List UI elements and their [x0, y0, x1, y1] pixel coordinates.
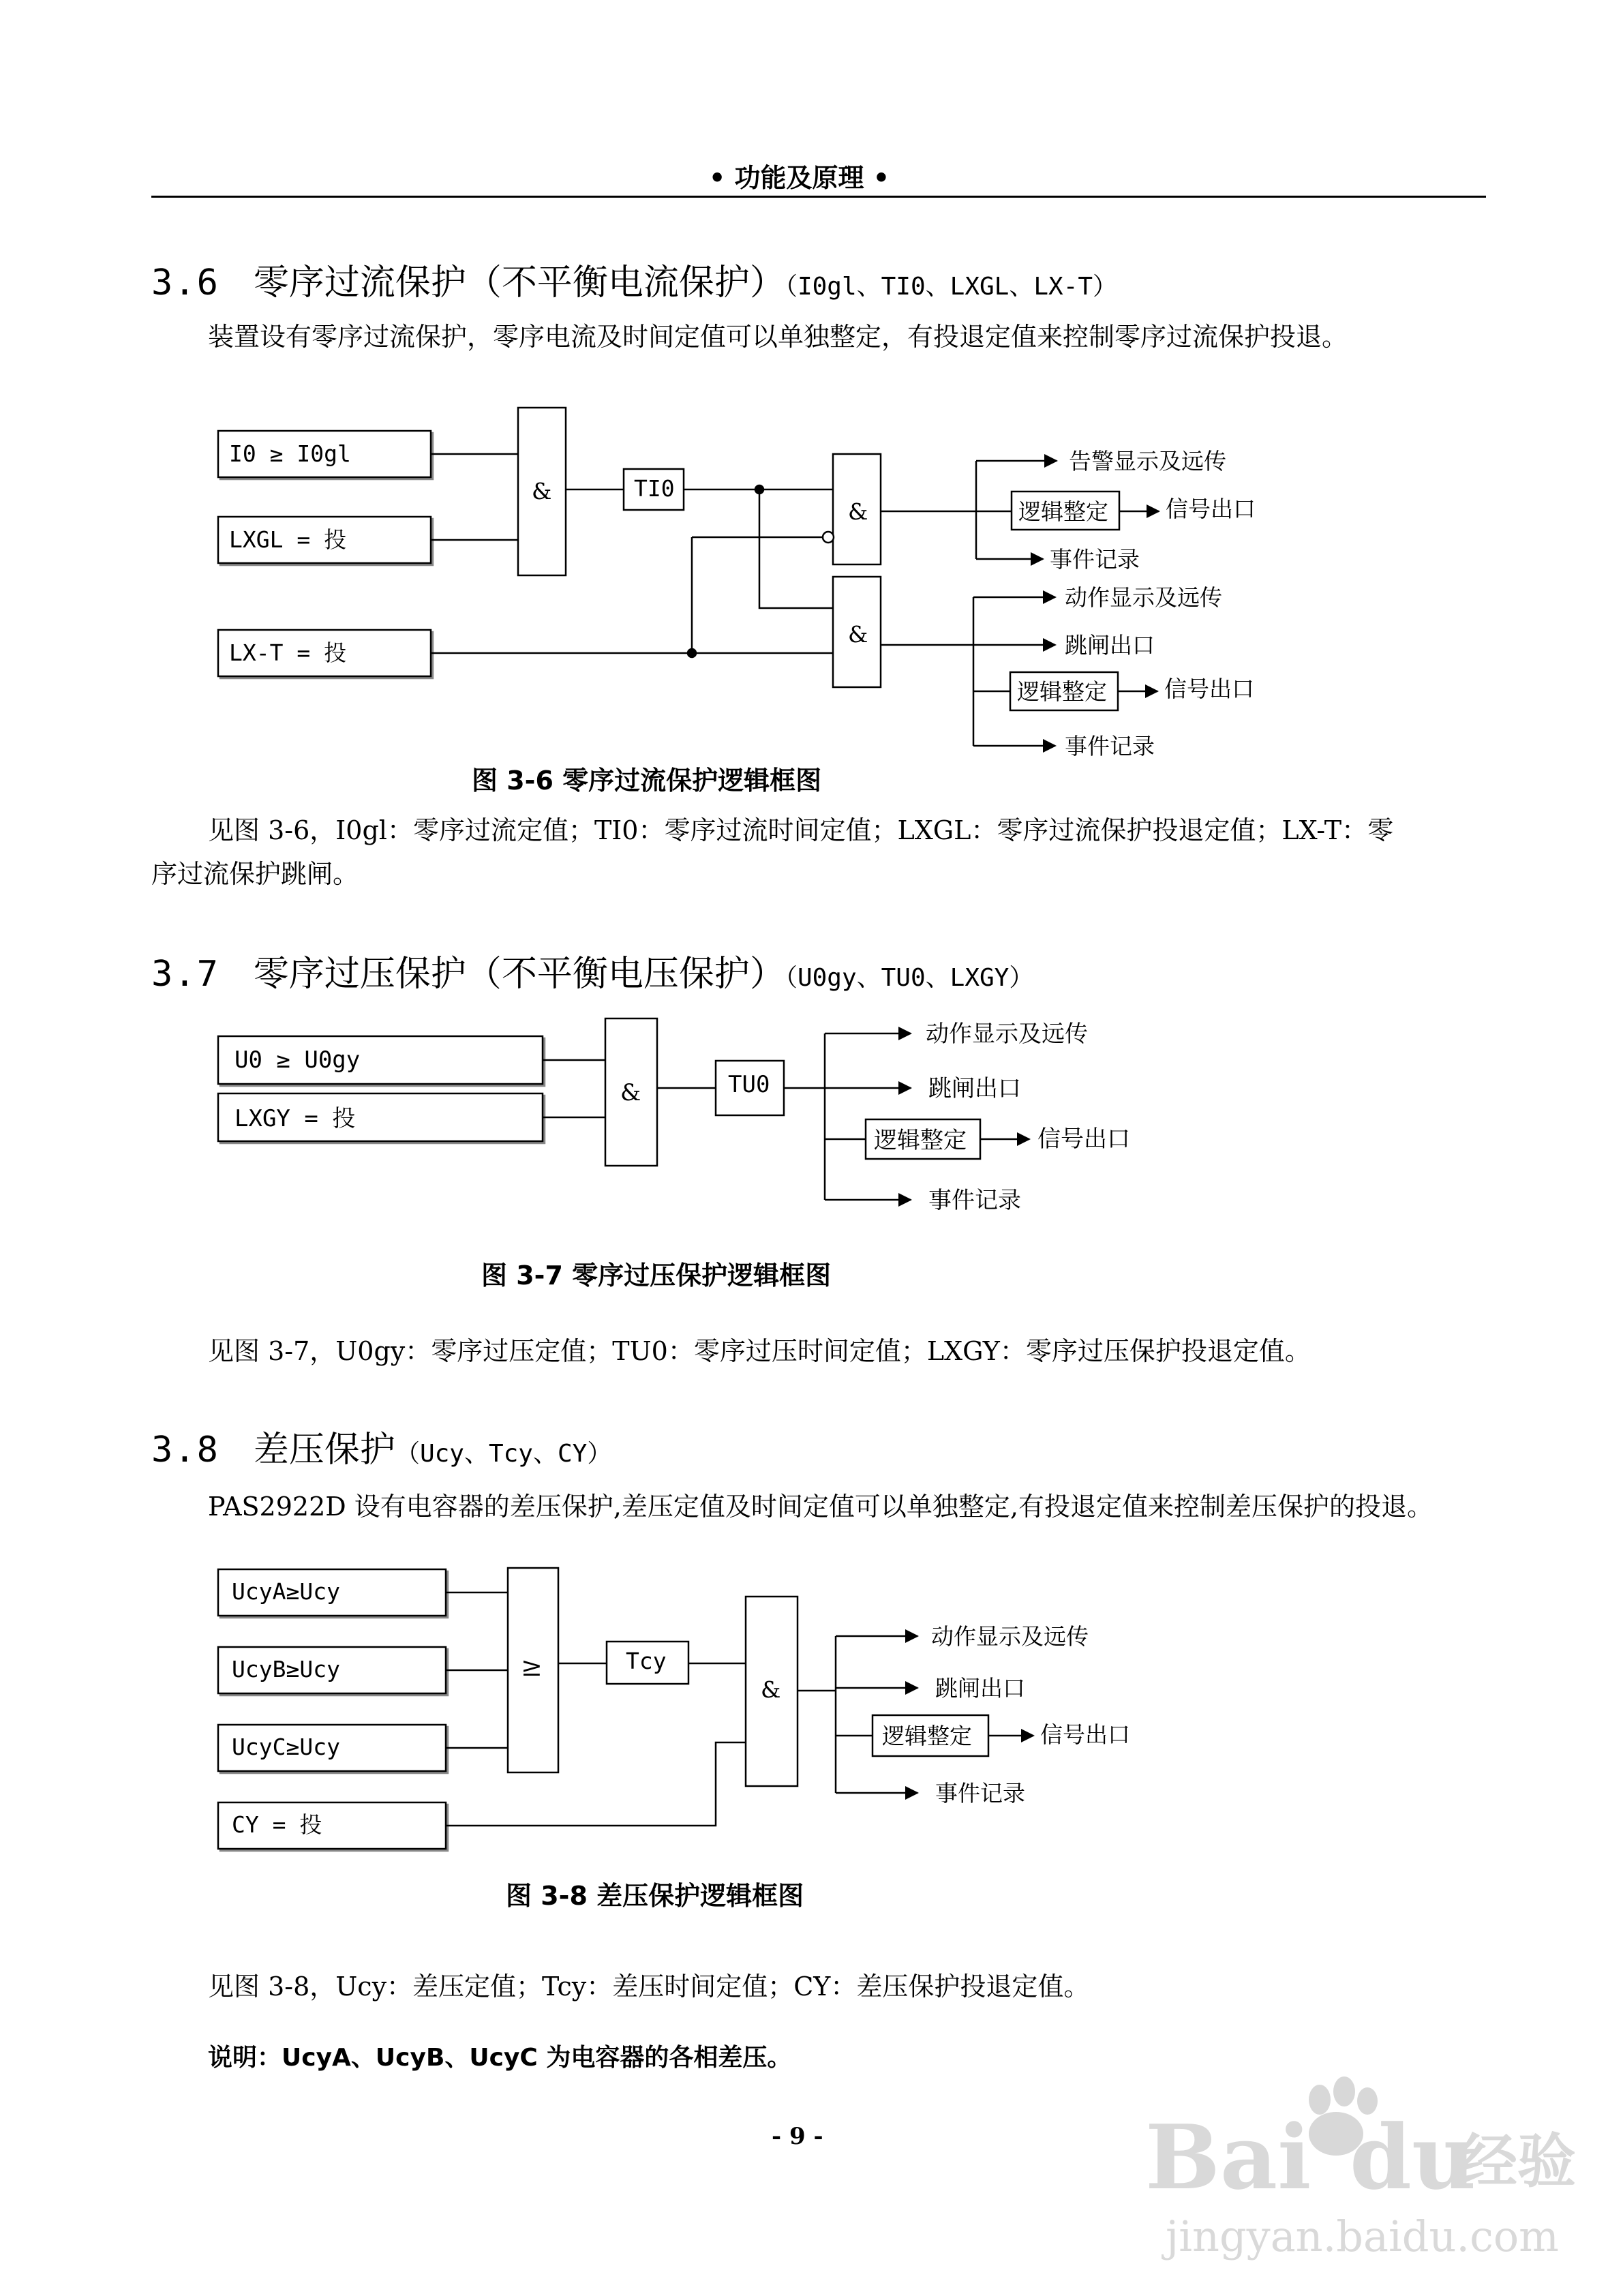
- fig38-in3-label: UcyC≥Ucy: [232, 1734, 340, 1760]
- fig38-action-label: 动作显示及远传: [931, 1623, 1089, 1650]
- section-number: 3.8: [151, 1430, 219, 1470]
- fig36-in1-label: I0 ≥ I0gl: [229, 440, 351, 467]
- fig36-and1-label: &: [532, 478, 552, 504]
- watermark-brand: Bai: [1145, 2105, 1311, 2209]
- fig36-logic1-label: 逻辑整定: [1018, 498, 1108, 525]
- fig37-timer-label: TU0: [728, 1071, 770, 1098]
- junction-dot: [755, 485, 763, 494]
- section-3-6-desc-line2: 序过流保护跳闸。: [151, 859, 359, 889]
- figure-3-7-caption: 图 3-7 零序过压保护逻辑框图: [481, 1260, 832, 1290]
- section-3-6-intro: 装置设有零序过流保护，零序电流及时间定值可以单独整定，有投退定值来控制零序过流保护投退。: [208, 322, 1348, 352]
- section-number: 3.6: [151, 262, 219, 303]
- fig36-and3-label: &: [848, 621, 868, 648]
- section-params: （I0gl、TI0、LXGL、LX-T）: [785, 273, 1118, 301]
- junction-dot: [688, 649, 696, 657]
- wire: [446, 1742, 746, 1826]
- fig37-action-label: 动作显示及远传: [926, 1021, 1088, 1048]
- fig37-in2-label: LXGY = 投: [234, 1105, 356, 1132]
- fig36-timer-label: TI0: [634, 475, 675, 502]
- section-params: （U0gy、TU0、LXGY）: [785, 964, 1034, 992]
- fig38-and-label: &: [761, 1676, 781, 1703]
- fig38-in2-label: UcyB≥Ucy: [232, 1656, 340, 1682]
- watermark-brand2: du: [1350, 2105, 1476, 2209]
- section-3-8-intro: PAS2922D 设有电容器的差压保护,差压定值及时间定值可以单独整定,有投退定值来控制差压保护的投退。: [208, 1492, 1433, 1522]
- inverter-bubble: [823, 532, 834, 543]
- fig36-and2-label: &: [848, 498, 868, 525]
- figure-3-8: [218, 1568, 1033, 1849]
- section-3-8-heading: [151, 1421, 611, 1472]
- fig36-signal2-label: 信号出口: [1164, 676, 1254, 702]
- fig36-alarm-label: 告警显示及远传: [1069, 448, 1226, 474]
- figure-3-6-caption: 图 3-6 零序过流保护逻辑框图: [472, 766, 822, 796]
- section-3-6-desc-line1: 见图 3-6，I0gl：零序过流定值；TI0：零序过流时间定值；LXGL：零序过流保护投退定值；LX-T：零: [208, 815, 1394, 845]
- section-title: 零序过流保护（不平衡电流保护）: [253, 262, 785, 303]
- watermark-cn: 经验: [1459, 2127, 1576, 2196]
- wire: [759, 489, 833, 608]
- fig36-signal1-label: 信号出口: [1166, 496, 1256, 522]
- section-number: 3.7: [151, 954, 219, 995]
- watermark-graphic: [1145, 2072, 1595, 2277]
- fig38-timer-label: Tcy: [626, 1648, 667, 1674]
- section-title: 零序过压保护（不平衡电压保护）: [253, 954, 785, 995]
- running-header: • 功能及原理 •: [709, 163, 890, 193]
- section-3-8-desc: 见图 3-8，Ucy：差压定值；Tcy：差压时间定值；CY：差压保护投退定值。: [208, 1972, 1090, 2002]
- fig36-in3-label: LX-T = 投: [229, 639, 347, 666]
- fig37-trip-label: 跳闸出口: [928, 1075, 1021, 1102]
- fig36-in2-label: LXGL = 投: [229, 526, 347, 553]
- fig37-event-label: 事件记录: [928, 1187, 1021, 1214]
- figure-3-8-caption: 图 3-8 差压保护逻辑框图: [506, 1881, 804, 1911]
- fig38-signal-label: 信号出口: [1040, 1721, 1130, 1748]
- fig36-logic2-label: 逻辑整定: [1017, 678, 1107, 705]
- fig36-trip-label: 跳闸出口: [1065, 632, 1155, 659]
- fig37-and-label: &: [620, 1079, 641, 1106]
- page-number: - 9 -: [772, 2123, 823, 2150]
- fig38-or-label: ≥: [521, 1652, 543, 1682]
- fig38-in1-label: UcyA≥Ucy: [232, 1578, 340, 1605]
- section-params: （Ucy、Tcy、CY）: [395, 1440, 612, 1468]
- fig38-trip-label: 跳闸出口: [935, 1675, 1025, 1702]
- section-3-7-desc: 见图 3-7，U0gy：零序过压定值；TU0：零序过压时间定值；LXGY：零序过压保护投退定值。: [208, 1336, 1311, 1366]
- fig37-signal-label: 信号出口: [1037, 1126, 1130, 1153]
- watermark-url: jingyan.baidu.com: [1166, 2211, 1559, 2261]
- fig36-action-label: 动作显示及远传: [1065, 584, 1222, 611]
- section-3-7-heading: [151, 945, 1033, 996]
- fig38-in4-label: CY = 投: [232, 1811, 322, 1838]
- fig36-event1-label: 事件记录: [1050, 546, 1140, 573]
- section-title: 差压保护: [253, 1430, 395, 1470]
- fig38-event-label: 事件记录: [935, 1780, 1025, 1807]
- section-3-8-note: 说明：UcyA、UcyB、UcyC 为电容器的各相差压。: [208, 2044, 792, 2072]
- fig37-in1-label: U0 ≥ U0gy: [234, 1046, 361, 1074]
- baidu-watermark: [1145, 2072, 1595, 2277]
- fig36-event2-label: 事件记录: [1065, 733, 1155, 759]
- fig38-logic-label: 逻辑整定: [882, 1723, 972, 1749]
- fig37-logic-label: 逻辑整定: [874, 1127, 967, 1154]
